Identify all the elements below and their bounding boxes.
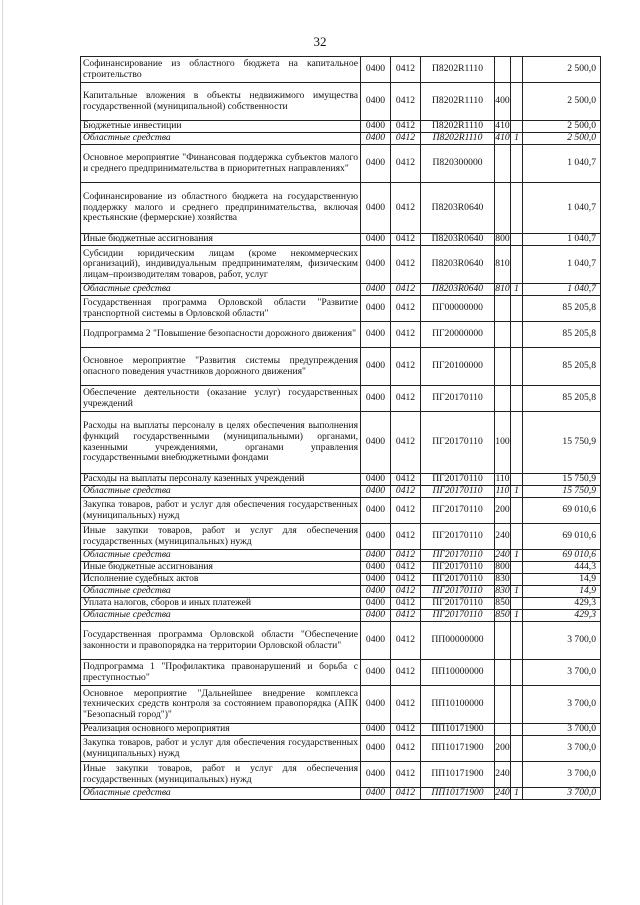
table-row — [81, 183, 601, 234]
table-row — [81, 686, 601, 724]
cell-name: Областные средства — [81, 284, 361, 296]
cell-expense-type-code: 410 — [495, 120, 510, 132]
cell-amount: 3 700,0 — [523, 736, 601, 762]
cell-department-code: 0400 — [361, 234, 391, 246]
cell-target-article-code: ПГ20170110 — [421, 562, 495, 574]
cell-target-article-code: ПГ20170110 — [421, 524, 495, 550]
cell-expense-type-code — [495, 322, 511, 348]
cell-section-code: 0412 — [391, 183, 421, 234]
cell-amount: 69 010,6 — [523, 550, 601, 562]
cell-target-article-code: ПП10171900 — [421, 788, 495, 800]
cell-expense-type-code: 850 — [495, 597, 510, 609]
table-row — [81, 57, 601, 83]
table-row — [81, 486, 601, 498]
cell-department-code: 0400 — [361, 183, 391, 234]
cell-funding-source: 1 — [511, 133, 523, 145]
cell-funding-source — [511, 598, 523, 610]
cell-funding-source — [511, 562, 523, 574]
cell-expense-type-code — [495, 145, 511, 183]
cell-target-article-code: ПГ20170110 — [421, 586, 495, 598]
cell-amount: 429,3 — [523, 598, 601, 610]
table-row — [81, 562, 601, 574]
cell-name: Подпрограмма 2 "Повышение безопасности дорожного движения" — [81, 322, 361, 348]
table-row — [81, 724, 601, 736]
cell-section-code: 0412 — [391, 121, 421, 133]
cell-name: Исполнение судебных актов — [81, 574, 361, 586]
cell-section-code: 0412 — [391, 574, 421, 586]
cell-funding-source — [511, 57, 523, 83]
cell-section-code: 0412 — [391, 622, 421, 660]
cell-target-article-code: ПГ20170110 — [421, 550, 495, 562]
cell-section-code: 0412 — [391, 788, 421, 800]
cell-name: Закупка товаров, работ и услуг для обеспечения государственных (муниципальных) нужд — [81, 498, 361, 524]
cell-funding-source — [511, 686, 523, 724]
cell-name: Иные бюджетные ассигнования — [81, 562, 361, 574]
cell-name: Иные закупки товаров, работ и услуг для обеспечения государственных (муниципальных) нужд — [81, 524, 361, 550]
cell-name: Иные закупки товаров, работ и услуг для обеспечения государственных (муниципальных) нужд — [81, 762, 361, 788]
cell-amount: 14,9 — [523, 586, 601, 598]
cell-department-code: 0400 — [361, 788, 391, 800]
cell-amount: 14,9 — [523, 574, 601, 586]
cell-target-article-code: ПГ20170110 — [421, 610, 495, 622]
cell-target-article-code: ПГ20170110 — [421, 412, 495, 474]
cell-amount: 3 700,0 — [523, 686, 601, 724]
cell-amount: 3 700,0 — [523, 788, 601, 800]
cell-department-code: 0400 — [361, 736, 391, 762]
cell-funding-source — [511, 736, 523, 762]
cell-target-article-code: П8202R1110 — [421, 121, 495, 133]
cell-expense-type-code: 200 — [495, 736, 511, 762]
table-row — [81, 386, 601, 412]
cell-target-article-code: ПГ20170110 — [421, 498, 495, 524]
cell-funding-source — [511, 246, 523, 284]
cell-expense-type-code: 240 — [495, 787, 510, 799]
cell-funding-source — [511, 183, 523, 234]
cell-target-article-code: ПГ00000000 — [421, 296, 495, 322]
cell-department-code: 0400 — [361, 57, 391, 83]
cell-section-code: 0412 — [391, 498, 421, 524]
cell-section-code: 0412 — [391, 724, 421, 736]
cell-funding-source — [511, 474, 523, 486]
cell-section-code: 0412 — [391, 296, 421, 322]
cell-amount: 2 500,0 — [523, 121, 601, 133]
cell-section-code: 0412 — [391, 246, 421, 284]
table-row — [81, 145, 601, 183]
cell-section-code: 0412 — [391, 386, 421, 412]
cell-expense-type-code: 400 — [495, 83, 511, 121]
cell-name: Основное мероприятие "Развития системы предупреждения опасного поведения участников дорожного движения" — [81, 348, 361, 386]
cell-section-code: 0412 — [391, 322, 421, 348]
cell-funding-source: 1 — [511, 610, 523, 622]
cell-expense-type-code: 800 — [495, 233, 510, 245]
cell-funding-source — [511, 83, 523, 121]
cell-name: Расходы на выплаты персоналу в целях обеспечения выполнения функций государственными (муниципальными) органами, казенными учреждениями, органами управления государственными внебюджетными фондами — [81, 412, 361, 474]
cell-funding-source — [511, 412, 523, 474]
cell-department-code: 0400 — [361, 322, 391, 348]
cell-expense-type-code: 110 — [495, 473, 510, 485]
cell-name: Областные средства — [81, 133, 361, 145]
cell-funding-source: 1 — [511, 550, 523, 562]
cell-section-code: 0412 — [391, 586, 421, 598]
table-row — [81, 610, 601, 622]
cell-department-code: 0400 — [361, 524, 391, 550]
cell-target-article-code: ПП10000000 — [421, 660, 495, 686]
cell-department-code: 0400 — [361, 133, 391, 145]
cell-section-code: 0412 — [391, 524, 421, 550]
cell-expense-type-code: 800 — [495, 561, 510, 573]
cell-funding-source — [511, 322, 523, 348]
table-row — [81, 412, 601, 474]
cell-amount: 1 040,7 — [523, 183, 601, 234]
cell-target-article-code: ПГ20170110 — [421, 486, 495, 498]
budget-table-container — [80, 56, 600, 800]
table-row — [81, 524, 601, 550]
cell-amount: 1 040,7 — [523, 284, 601, 296]
cell-section-code: 0412 — [391, 736, 421, 762]
cell-expense-type-code: 830 — [495, 573, 510, 585]
cell-section-code: 0412 — [391, 234, 421, 246]
cell-name: Расходы на выплаты персоналу казенных учреждений — [81, 474, 361, 486]
cell-amount: 1 040,7 — [523, 145, 601, 183]
cell-section-code: 0412 — [391, 598, 421, 610]
cell-expense-type-code — [495, 386, 511, 412]
cell-target-article-code: ПП10171900 — [421, 724, 495, 736]
cell-funding-source — [511, 574, 523, 586]
cell-funding-source — [511, 386, 523, 412]
cell-section-code: 0412 — [391, 284, 421, 296]
scan-edge-line — [2, 0, 3, 905]
cell-department-code: 0400 — [361, 586, 391, 598]
cell-amount: 15 750,9 — [523, 412, 601, 474]
cell-name: Бюджетные инвестиции — [81, 121, 361, 133]
cell-expense-type-code: 810 — [495, 283, 510, 295]
cell-target-article-code: П8203R0640 — [421, 183, 495, 234]
cell-funding-source: 1 — [511, 788, 523, 800]
cell-section-code: 0412 — [391, 550, 421, 562]
cell-name: Государственная программа Орловской области "Обеспечение законности и правопорядка на территории Орловской области" — [81, 622, 361, 660]
table-row — [81, 322, 601, 348]
table-row — [81, 586, 601, 598]
cell-expense-type-code: 810 — [495, 246, 511, 284]
cell-expense-type-code: 410 — [495, 132, 510, 144]
cell-amount: 85 205,8 — [523, 386, 601, 412]
cell-target-article-code: П8202R1110 — [421, 83, 495, 121]
cell-target-article-code: ПГ20100000 — [421, 348, 495, 386]
cell-expense-type-code: 110 — [495, 485, 510, 497]
table-row — [81, 574, 601, 586]
cell-amount: 429,3 — [523, 610, 601, 622]
cell-expense-type-code — [495, 686, 511, 724]
cell-funding-source — [511, 145, 523, 183]
cell-section-code: 0412 — [391, 486, 421, 498]
table-row — [81, 348, 601, 386]
cell-department-code: 0400 — [361, 474, 391, 486]
cell-funding-source: 1 — [511, 284, 523, 296]
cell-target-article-code: ПП10171900 — [421, 736, 495, 762]
cell-expense-type-code: 850 — [495, 609, 510, 621]
cell-amount: 3 700,0 — [523, 622, 601, 660]
cell-department-code: 0400 — [361, 386, 391, 412]
cell-name: Основное мероприятие "Дальнейшее внедрение комплекса технических средств контроля за состоянием правопорядка (АПК "Безопасный город")" — [81, 686, 361, 724]
cell-name: Областные средства — [81, 586, 361, 598]
cell-funding-source — [511, 622, 523, 660]
table-row — [81, 622, 601, 660]
cell-target-article-code: ПГ20170110 — [421, 574, 495, 586]
cell-expense-type-code — [495, 622, 511, 660]
cell-name: Софинансирование из областного бюджета на капитальное строительство — [81, 57, 361, 83]
cell-section-code: 0412 — [391, 83, 421, 121]
cell-target-article-code: П8202R1110 — [421, 57, 495, 83]
cell-name: Иные бюджетные ассигнования — [81, 234, 361, 246]
table-row — [81, 660, 601, 686]
cell-name: Основное мероприятие "Финансовая поддержка субъектов малого и среднего предпринимательства в приоритетных направлениях" — [81, 145, 361, 183]
cell-section-code: 0412 — [391, 57, 421, 83]
cell-name: Государственная программа Орловской области "Развитие транспортной системы в Орловской области" — [81, 296, 361, 322]
cell-department-code: 0400 — [361, 622, 391, 660]
cell-section-code: 0412 — [391, 686, 421, 724]
cell-amount: 85 205,8 — [523, 348, 601, 386]
cell-amount: 2 500,0 — [523, 133, 601, 145]
cell-section-code: 0412 — [391, 474, 421, 486]
cell-name: Субсидии юридическим лицам (кроме некоммерческих организаций), индивидуальным предпринимателям, физическим лицам–производителям товаров, работ, услуг — [81, 246, 361, 284]
cell-amount: 444,3 — [523, 562, 601, 574]
cell-name: Реализация основного мероприятия — [81, 724, 361, 736]
cell-name: Областные средства — [81, 788, 361, 800]
cell-department-code: 0400 — [361, 598, 391, 610]
cell-name: Обеспечение деятельности (оказание услуг) государственных учреждений — [81, 386, 361, 412]
cell-section-code: 0412 — [391, 660, 421, 686]
cell-expense-type-code — [495, 57, 511, 83]
cell-expense-type-code: 240 — [495, 762, 511, 788]
cell-department-code: 0400 — [361, 550, 391, 562]
cell-name: Подпрограмма 1 "Профилактика правонарушений и борьба с преступностью" — [81, 660, 361, 686]
cell-target-article-code: ПГ20170110 — [421, 598, 495, 610]
cell-expense-type-code — [495, 183, 511, 234]
cell-department-code: 0400 — [361, 121, 391, 133]
table-row — [81, 121, 601, 133]
cell-expense-type-code — [495, 660, 511, 686]
cell-name: Капитальные вложения в объекты недвижимого имущества государственной (муниципальной) собственности — [81, 83, 361, 121]
cell-funding-source — [511, 724, 523, 736]
cell-funding-source — [511, 296, 523, 322]
cell-funding-source — [511, 121, 523, 133]
cell-funding-source — [511, 524, 523, 550]
cell-department-code: 0400 — [361, 498, 391, 524]
cell-funding-source — [511, 660, 523, 686]
cell-target-article-code: ПП00000000 — [421, 622, 495, 660]
cell-name: Областные средства — [81, 550, 361, 562]
table-row — [81, 133, 601, 145]
cell-department-code: 0400 — [361, 574, 391, 586]
cell-section-code: 0412 — [391, 412, 421, 474]
cell-department-code: 0400 — [361, 562, 391, 574]
cell-target-article-code: ПП10171900 — [421, 762, 495, 788]
cell-amount: 69 010,6 — [523, 498, 601, 524]
cell-target-article-code: П8202R1110 — [421, 133, 495, 145]
cell-section-code: 0412 — [391, 610, 421, 622]
cell-department-code: 0400 — [361, 686, 391, 724]
cell-target-article-code: ПП10100000 — [421, 686, 495, 724]
cell-section-code: 0412 — [391, 762, 421, 788]
table-row — [81, 284, 601, 296]
cell-amount: 85 205,8 — [523, 296, 601, 322]
cell-name: Уплата налогов, сборов и иных платежей — [81, 598, 361, 610]
cell-target-article-code: ПГ20170110 — [421, 386, 495, 412]
cell-expense-type-code: 100 — [495, 412, 511, 474]
table-row — [81, 234, 601, 246]
cell-amount: 3 700,0 — [523, 660, 601, 686]
cell-department-code: 0400 — [361, 145, 391, 183]
cell-amount: 3 700,0 — [523, 724, 601, 736]
cell-amount: 85 205,8 — [523, 322, 601, 348]
cell-target-article-code: ПГ20000000 — [421, 322, 495, 348]
cell-department-code: 0400 — [361, 660, 391, 686]
cell-amount: 1 040,7 — [523, 234, 601, 246]
table-row — [81, 296, 601, 322]
cell-amount: 2 500,0 — [523, 57, 601, 83]
page-number: 32 — [313, 34, 327, 49]
cell-expense-type-code: 240 — [495, 524, 511, 550]
cell-department-code: 0400 — [361, 412, 391, 474]
cell-section-code: 0412 — [391, 133, 421, 145]
cell-name: Областные средства — [81, 486, 361, 498]
cell-amount: 15 750,9 — [523, 474, 601, 486]
cell-target-article-code: П820300000 — [421, 145, 495, 183]
table-row — [81, 762, 601, 788]
cell-amount: 15 750,9 — [523, 486, 601, 498]
cell-department-code: 0400 — [361, 610, 391, 622]
cell-department-code: 0400 — [361, 284, 391, 296]
cell-amount: 1 040,7 — [523, 246, 601, 284]
table-row — [81, 736, 601, 762]
cell-department-code: 0400 — [361, 762, 391, 788]
cell-expense-type-code — [495, 348, 511, 386]
table-row — [81, 598, 601, 610]
cell-funding-source: 1 — [511, 486, 523, 498]
table-row — [81, 498, 601, 524]
cell-department-code: 0400 — [361, 486, 391, 498]
cell-department-code: 0400 — [361, 246, 391, 284]
cell-name: Софинансирование из областного бюджета на государственную поддержку малого и среднего предпринимательства, включая крестьянские (фермерские) хозяйства — [81, 183, 361, 234]
cell-name: Закупка товаров, работ и услуг для обеспечения государственных (муниципальных) нужд — [81, 736, 361, 762]
table-row — [81, 550, 601, 562]
cell-amount: 3 700,0 — [523, 762, 601, 788]
cell-section-code: 0412 — [391, 145, 421, 183]
cell-expense-type-code: 200 — [495, 498, 511, 524]
cell-target-article-code: П8203R0640 — [421, 246, 495, 284]
table-row — [81, 474, 601, 486]
cell-section-code: 0412 — [391, 348, 421, 386]
cell-expense-type-code: 830 — [495, 585, 510, 597]
cell-expense-type-code: 240 — [495, 549, 510, 561]
table-row — [81, 83, 601, 121]
budget-table-body — [81, 57, 601, 800]
table-row — [81, 788, 601, 800]
cell-department-code: 0400 — [361, 296, 391, 322]
cell-expense-type-code — [495, 724, 511, 736]
cell-section-code: 0412 — [391, 562, 421, 574]
cell-target-article-code: П8203R0640 — [421, 284, 495, 296]
cell-funding-source — [511, 348, 523, 386]
cell-funding-source — [511, 762, 523, 788]
cell-department-code: 0400 — [361, 83, 391, 121]
cell-target-article-code: П8203R0640 — [421, 234, 495, 246]
cell-funding-source — [511, 498, 523, 524]
cell-name: Областные средства — [81, 610, 361, 622]
budget-table — [80, 56, 601, 800]
cell-department-code: 0400 — [361, 724, 391, 736]
cell-funding-source — [511, 234, 523, 246]
cell-target-article-code: ПГ20170110 — [421, 474, 495, 486]
cell-expense-type-code — [495, 296, 511, 322]
cell-department-code: 0400 — [361, 348, 391, 386]
cell-amount: 69 010,6 — [523, 524, 601, 550]
cell-amount: 2 500,0 — [523, 83, 601, 121]
table-row — [81, 246, 601, 284]
cell-funding-source: 1 — [511, 586, 523, 598]
